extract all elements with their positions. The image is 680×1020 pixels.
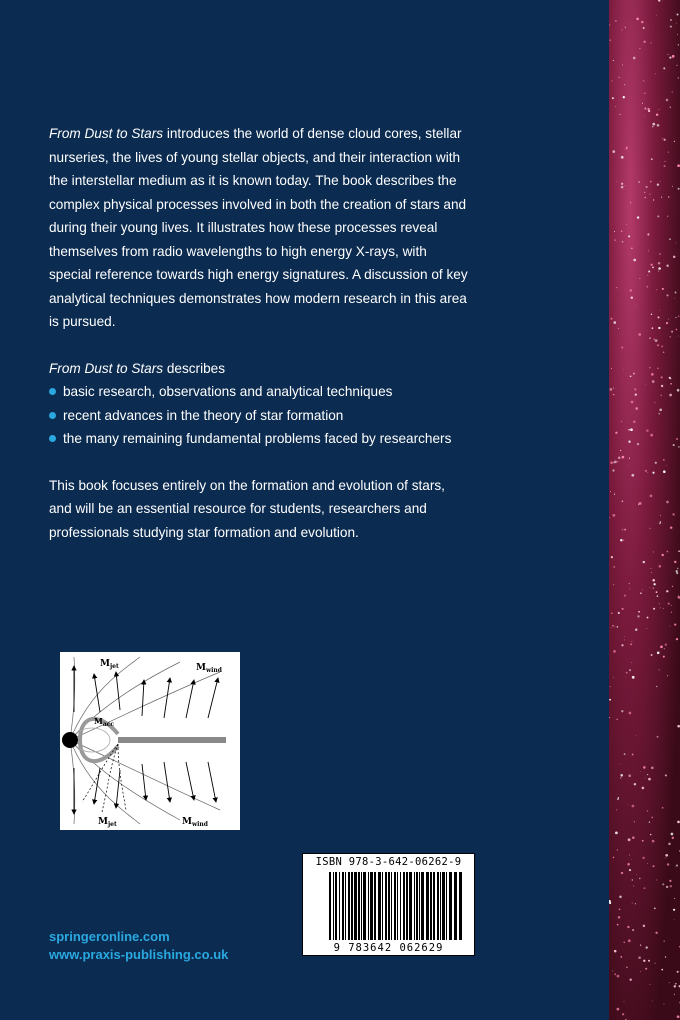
isbn-barcode [302,853,475,956]
label-acc: $M_{acc}$ [94,716,115,728]
book-title-italic: From Dust to Stars [49,126,164,141]
bullet-dot-icon [49,412,56,419]
describes-text: describes [163,360,226,376]
blurb [49,122,469,544]
bullet-text: recent advances in the theory of star formation [63,407,344,423]
bullet-item [49,427,469,451]
starfield-stars [609,0,680,1020]
praxis-link[interactable]: www.praxis-publishing.co.uk [49,947,229,962]
label-jet-bottom: $M_{jet}$ [98,817,117,828]
bullet-item [49,380,469,404]
starfield-image [609,0,680,1020]
blurb-describes [49,357,469,381]
book-title-italic: From Dust to Stars [49,360,164,376]
outflow-diagram [60,652,240,830]
springer-link[interactable]: springeronline.com [49,929,170,944]
label-wind-top: $M_{wind}$ [196,663,222,674]
blurb-paragraph-1 [49,122,469,334]
barcode-bars [329,872,465,940]
blurb-paragraph-1-text: introduces the world of dense cloud cores, stellar nurseries, the lives of young stellar objects, and their interaction with the interstellar medium as it is known today. The book describes the complex physical processes involved in both the creation of stars and during their young lives. It illustrates how these processes reveal themselves from radio wavelengths to high energy X-rays, with special reference towards high energy signatures. A discussion of key analytical techniques demonstrates how modern research in this area is pursued. [49,126,468,329]
bullet-list [49,380,469,451]
isbn-digits: 9 783642 062629 [333,942,444,954]
label-jet-top: $M_{jet}$ [100,659,119,670]
label-wind-bottom: $M_{wind}$ [182,817,208,828]
bullet-text: the many remaining fundamental problems faced by researchers [63,431,452,446]
blurb-paragraph-3: This book focuses entirely on the formation and evolution of stars, and will be an essential resource for students, researchers and professionals studying star formation and evolution. [49,477,445,540]
bullet-dot-icon [49,435,56,442]
outflow-diagram-svg [60,652,240,830]
bullet-dot-icon [49,388,56,395]
publisher-links [49,928,228,964]
bullet-text: basic research, observations and analytical techniques [63,384,393,399]
bullet-item [49,404,469,428]
isbn-label: ISBN 978-3-642-06262-9 [315,856,462,868]
